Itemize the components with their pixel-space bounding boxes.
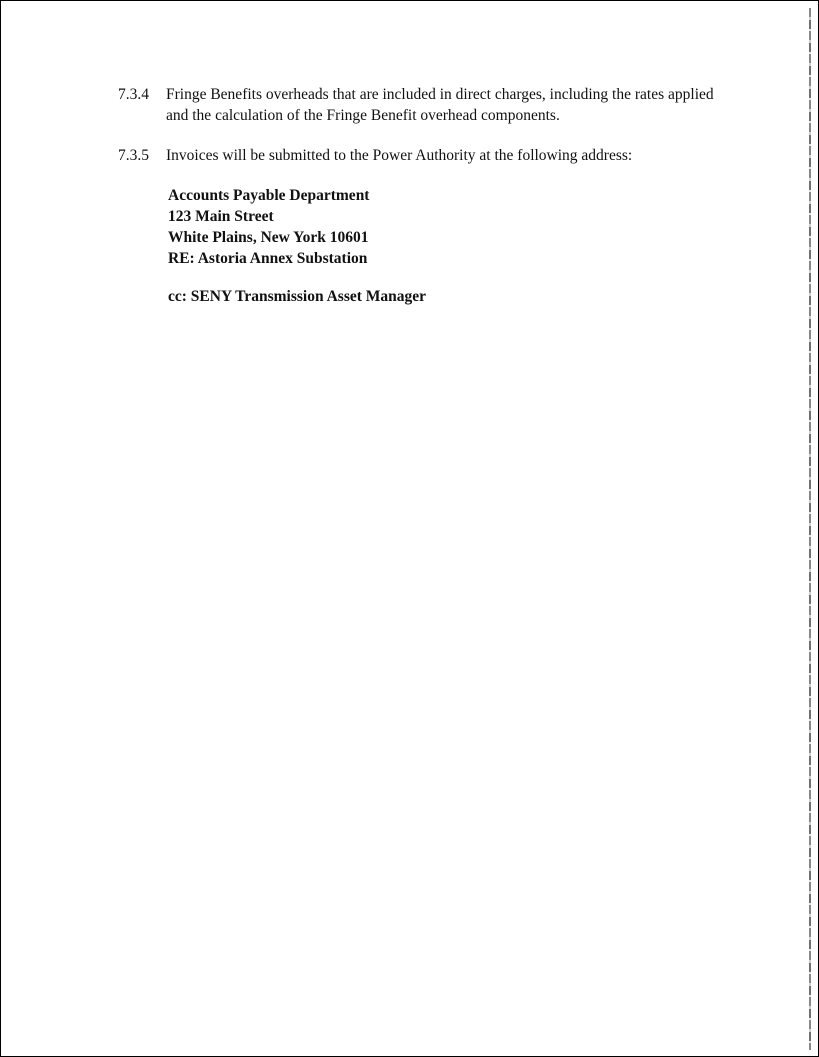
section-7-3-5 <box>118 145 738 166</box>
section-number: 7.3.4 <box>118 86 149 103</box>
scan-edge-artifact <box>809 8 811 1050</box>
section-7-3-4 <box>118 84 738 126</box>
address-line-department: Accounts Payable Department <box>168 187 370 204</box>
section-text: Invoices will be submitted to the Power Authority at the following address: <box>166 147 633 164</box>
address-line-reference: RE: Astoria Annex Substation <box>168 250 368 267</box>
cc-line: cc: SENY Transmission Asset Manager <box>168 288 427 305</box>
section-text: Fringe Benefits overheads that are included in direct charges, including the rates applied and the calculation of the Fringe Benefit overhead components. <box>166 86 714 124</box>
address-line-street: 123 Main Street <box>168 208 274 225</box>
mailing-address <box>168 185 369 269</box>
section-number: 7.3.5 <box>118 147 149 164</box>
address-line-city: White Plains, New York 10601 <box>168 229 369 246</box>
